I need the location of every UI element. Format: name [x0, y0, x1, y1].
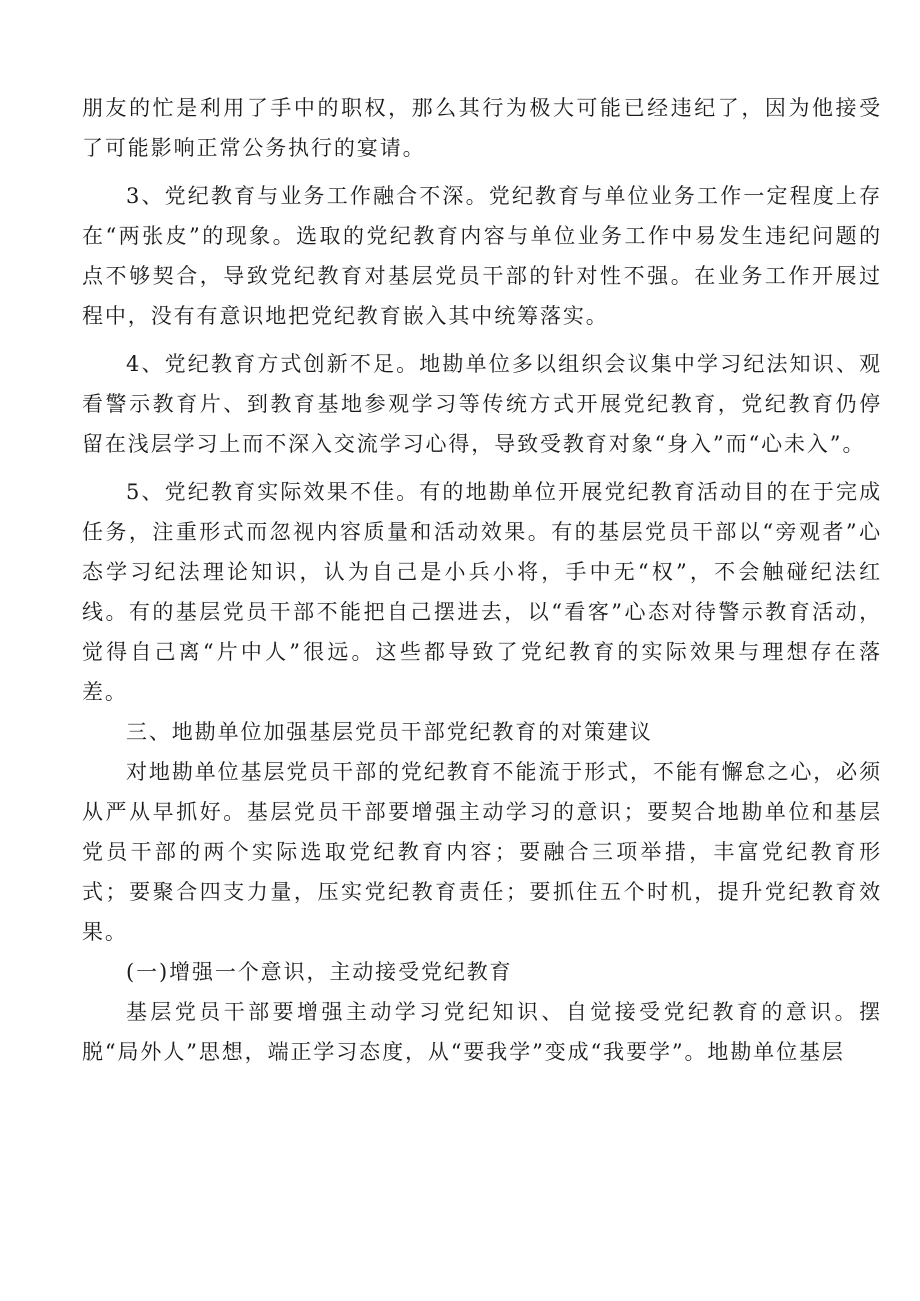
section-heading-3: 三、地勘单位加强基层党员干部党纪教育的对策建议: [126, 720, 653, 744]
document-body: [82, 88, 882, 1072]
paragraph-continuation: 朋友的忙是利用了手中的职权，那么其行为极大可能已经违纪了，因为他接受了可能影响正常公务执行的宴请。: [82, 96, 882, 160]
subsection-heading-1: (一)增强一个意识，主动接受党纪教育: [126, 960, 513, 984]
paragraph-item-5: 5、党纪教育实际效果不佳。有的地勘单位开展党纪教育活动目的在于完成任务，注重形式而忽视内容质量和活动效果。有的基层党员干部以“旁观者”心态学习纪法理论知识，认为自己是小兵小将，手中无“权”，不会触碰纪法红线。有的基层党员干部不能把自己摆进去，以“看客”心态对待警示教育活动，觉得自己离“片中人”很远。这些都导致了党纪教育的实际效果与理想存在落差。: [82, 480, 882, 704]
paragraph-item-4: 4、党纪教育方式创新不足。地勘单位多以组织会议集中学习纪法知识、观看警示教育片、到教育基地参观学习等传统方式开展党纪教育，党纪教育仍停留在浅层学习上而不深入交流学习心得，导致受教育对象“身入”而“心未入”。: [82, 352, 882, 456]
paragraph-item-3: 3、党纪教育与业务工作融合不深。党纪教育与单位业务工作一定程度上存在“两张皮”的现象。选取的党纪教育内容与单位业务工作中易发生违纪问题的点不够契合，导致党纪教育对基层党员干部的针对性不强。在业务工作开展过程中，没有有意识地把党纪教育嵌入其中统筹落实。: [82, 184, 882, 328]
paragraph-subsection-1: 基层党员干部要增强主动学习党纪知识、自觉接受党纪教育的意识。摆脱“局外人”思想，端正学习态度，从“要我学”变成“我要学”。地勘单位基层: [82, 1000, 882, 1064]
paragraph-section-intro: 对地勘单位基层党员干部的党纪教育不能流于形式，不能有懈怠之心，必须从严从早抓好。基层党员干部要增强主动学习的意识；要契合地勘单位和基层党员干部的两个实际选取党纪教育内容；要融合三项举措，丰富党纪教育形式；要聚合四支力量，压实党纪教育责任；要抓住五个时机，提升党纪教育效果。: [82, 760, 882, 944]
